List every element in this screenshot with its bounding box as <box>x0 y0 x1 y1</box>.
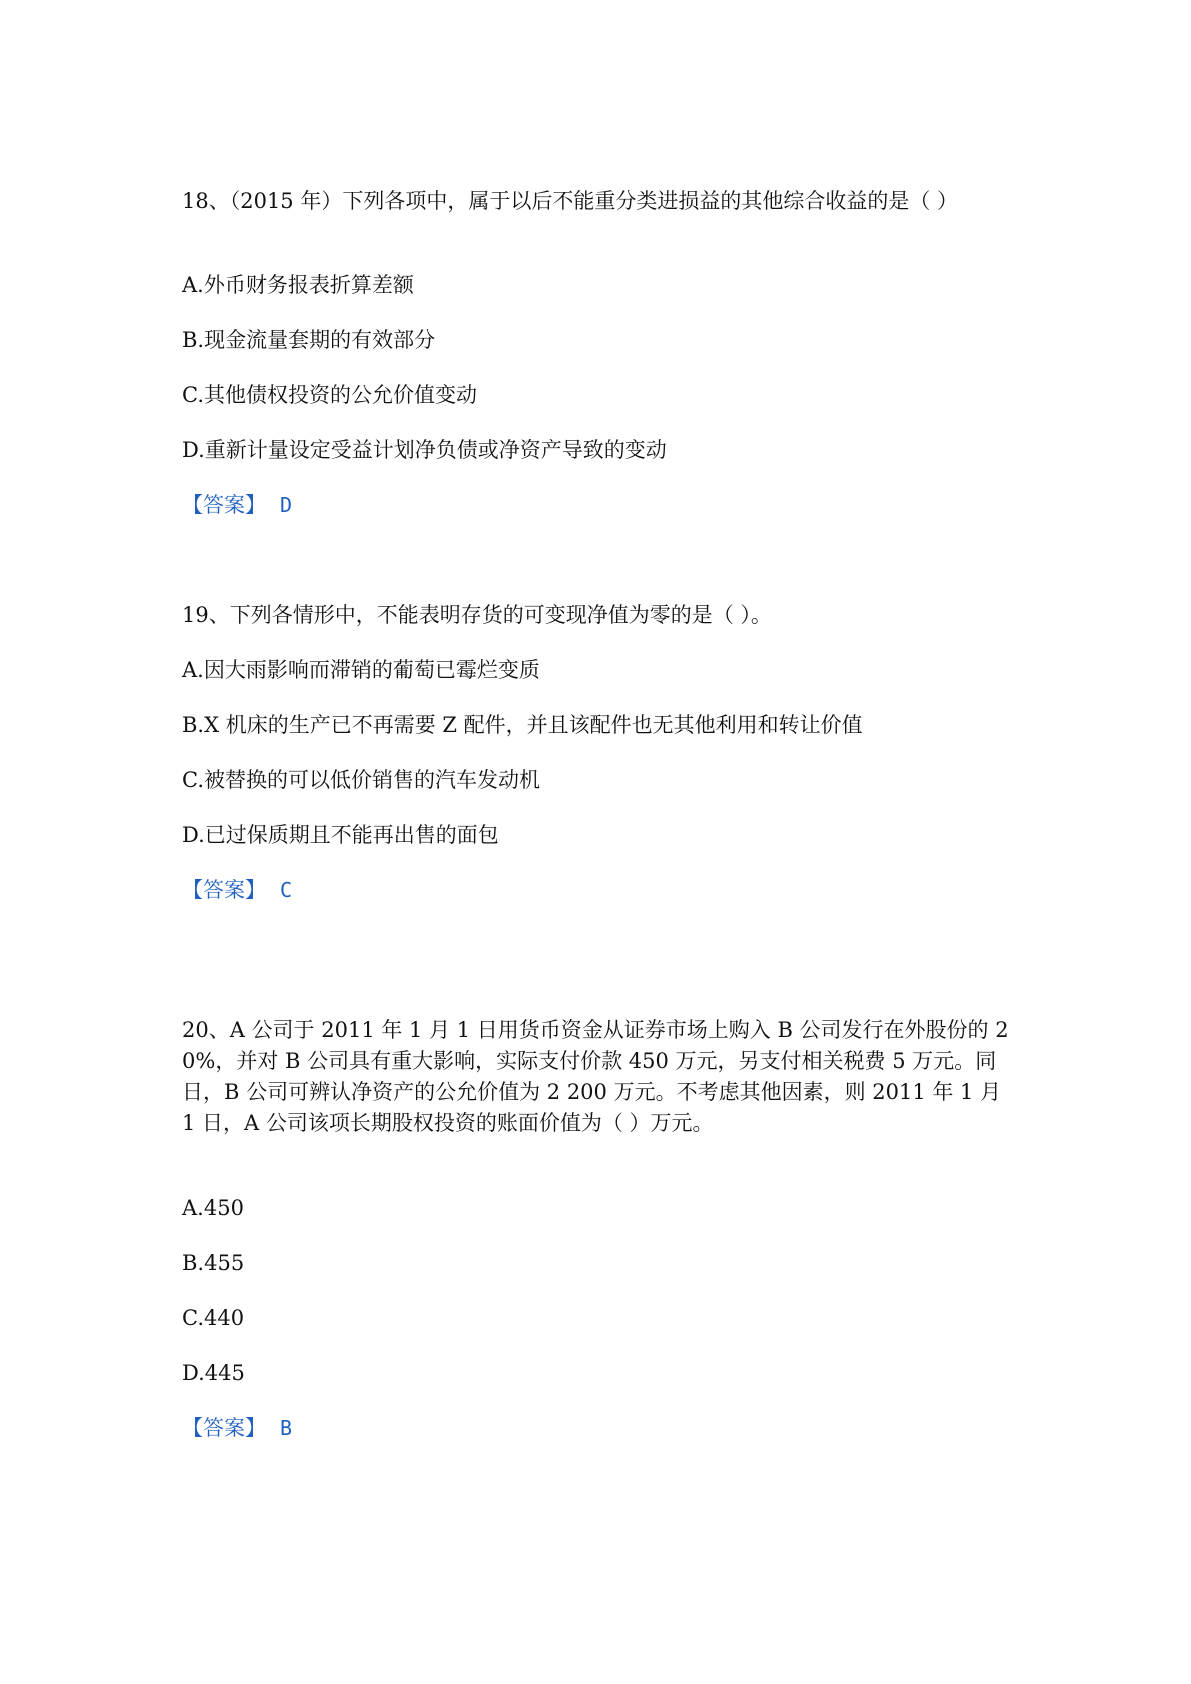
option-b: B.X 机床的生产已不再需要 Z 配件，并且该配件也无其他利用和转让价值 <box>182 713 863 737</box>
answer-line <box>182 1413 292 1444</box>
option-b: B.455 <box>182 1251 245 1275</box>
answer-tag: 【答案】 <box>182 1416 266 1440</box>
option-c: C.其他债权投资的公允价值变动 <box>182 383 477 407</box>
question-stem: 18、（2015 年）下列各项中，属于以后不能重分类进损益的其他综合收益的是（ ） <box>182 189 959 213</box>
option-d: D.445 <box>182 1361 245 1385</box>
answer-tag: 【答案】 <box>182 493 266 517</box>
answer-line <box>182 490 292 521</box>
question-19 <box>182 600 1012 902</box>
option-d: D.重新计量设定受益计划净负债或净资产导致的变动 <box>182 438 667 462</box>
question-stem: 19、下列各情形中，不能表明存货的可变现净值为零的是（ ）。 <box>182 603 772 627</box>
question-20 <box>182 1015 1012 1440</box>
answer-value: D <box>280 493 293 517</box>
option-a: A.450 <box>182 1196 244 1220</box>
answer-line <box>182 875 292 906</box>
option-b: B.现金流量套期的有效部分 <box>182 328 436 352</box>
question-stem: 20、A 公司于 2011 年 1 月 1 日用货币资金从证券市场上购入 B 公司发行在外股份的 20%，并对 B 公司具有重大影响，实际支付价款 450 万元，另支付相关税费 5 万元。同日，B 公司可辨认净资产的公允价值为 2 200 万元。不考虑其他因素，则 2011 年 1 月 1 日，A 公司该项长期股权投资的账面价值为（ ）万元。 <box>182 1018 1009 1135</box>
answer-tag: 【答案】 <box>182 878 266 902</box>
option-c: C.440 <box>182 1306 245 1330</box>
answer-value: C <box>280 878 293 902</box>
option-a: A.外币财务报表折算差额 <box>182 273 414 297</box>
option-d: D.已过保质期且不能再出售的面包 <box>182 823 499 847</box>
option-c: C.被替换的可以低价销售的汽车发动机 <box>182 768 540 792</box>
question-18 <box>182 186 1012 517</box>
answer-value: B <box>280 1416 293 1440</box>
option-a: A.因大雨影响而滞销的葡萄已霉烂变质 <box>182 658 540 682</box>
